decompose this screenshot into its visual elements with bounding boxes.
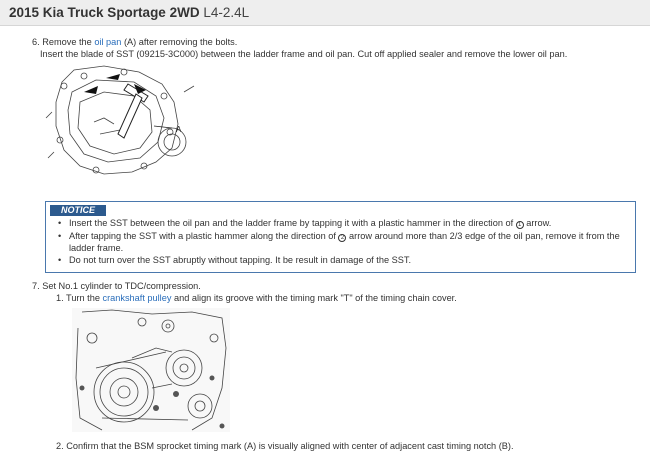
figure-label-a: A	[176, 125, 182, 134]
notice-badge: NOTICE	[50, 205, 106, 216]
notice-item-1: • Insert the SST between the oil pan and the ladder frame by tapping it with a plastic hammer in the direction of 1 arrow.	[58, 218, 628, 230]
step7-title: 7. Set No.1 cylinder to TDC/compression.	[32, 281, 201, 291]
oil-pan-figure	[44, 62, 200, 186]
crankshaft-pulley-figure	[72, 308, 230, 432]
page-header	[0, 0, 650, 26]
page-title	[9, 5, 249, 20]
sst-tool	[118, 84, 148, 138]
notice-item-2: • After tapping the SST with a plastic hammer along the direction of 2 arrow around more than 2/3 edge of the oil pan, remove it from the ladder frame.	[58, 231, 628, 255]
notice-item-3: • Do not turn over the SST abruptly without tapping. It be result in damage of the SST.	[58, 255, 628, 267]
step6-line1: 6. Remove the oil pan (A) after removing the bolts.	[32, 37, 238, 47]
step6-line2: Insert the blade of SST (09215-3C000) between the ladder frame and oil pan. Cut off applied sealer and remove the lower oil pan.	[40, 49, 568, 59]
step7-sub2: 2. Confirm that the BSM sprocket timing mark (A) is visually aligned with center of adjacent cast timing notch (B).	[56, 441, 514, 451]
circled-2-marker: 2	[338, 234, 346, 242]
vehicle-name: 2015 Kia Truck Sportage 2WD	[9, 5, 200, 20]
circled-1-marker: 1	[516, 221, 524, 229]
oil-pan-link[interactable]: oil pan	[94, 37, 122, 47]
step7-sub1: 1. Turn the crankshaft pulley and align its groove with the timing mark "T" of the timing chain cover.	[56, 293, 457, 303]
notice-box	[45, 201, 636, 273]
engine-name: L4-2.4L	[203, 5, 250, 20]
crankshaft-pulley-link[interactable]: crankshaft pulley	[102, 293, 172, 303]
notice-list	[58, 218, 628, 268]
